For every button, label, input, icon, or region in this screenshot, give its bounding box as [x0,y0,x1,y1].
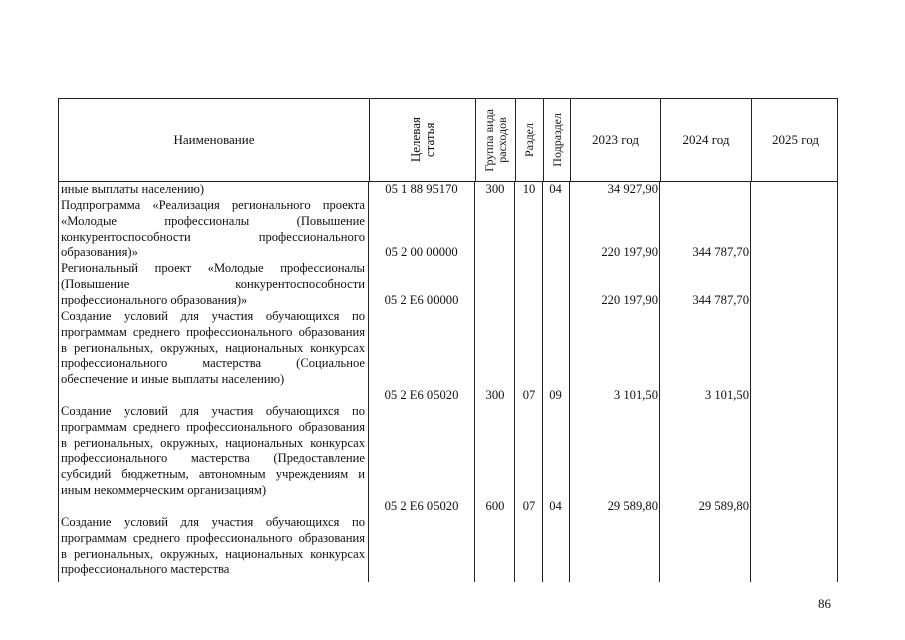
row-subsection: 04 [549,182,562,196]
row-name: Создание условий для участия обучающихся по программам среднего профессионального образования в региональных, окружных, национальных конкурсах профессионального мастерства (Предоставление субсидий бюджетным, автономным учреждениям и иным некоммерческим организациям) [61,404,365,497]
row-target-article: 05 2 00 00000 [385,245,458,259]
row-target-article: 05 2 E6 05020 [384,499,459,513]
column-divider [750,182,751,582]
column-divider [659,182,660,582]
row-subsection: 09 [549,388,562,402]
column-divider [474,182,475,582]
header-name-label: Наименование [173,132,255,147]
row-2023: 29 589,80 [607,499,658,513]
header-2023 [570,99,660,181]
row-target-article: 05 2 E6 00000 [384,293,459,307]
row-target-article: 05 1 88 95170 [385,182,458,196]
column-divider [58,182,59,582]
header-section [515,99,543,181]
row-2023: 220 197,90 [601,293,658,307]
header-2024-label: 2024 год [682,132,730,147]
table-header [58,98,838,182]
header-2023-label: 2023 год [592,132,639,147]
row-2024: 3 101,50 [704,388,749,402]
header-2024 [660,99,751,181]
page-number: 86 [818,596,831,611]
header-subsection-label: Подраздел [549,113,564,167]
row-section: 10 [522,182,536,196]
table-body [58,182,838,582]
header-expense-group [475,99,515,181]
row-2024: 344 787,70 [692,245,749,259]
row-name: Создание условий для участия обучающихся по программам среднего профессионального образования в региональных, окружных, национальных конкурсах профессионального мастерства [61,515,365,577]
row-target-article: 05 2 E6 05020 [384,388,459,402]
column-divider [368,182,369,582]
row-2023: 3 101,50 [613,388,658,402]
column-divider [837,182,838,582]
row-name: Подпрограмма «Реализация регионального проекта «Молодые профессионалы (Повышение конкурентоспособности профессионального образования)» [61,198,365,260]
row-section: 07 [522,499,536,513]
row-section: 07 [522,388,536,402]
row-name: иные выплаты населению) [61,182,205,196]
row-name: Региональный проект «Молодые профессионалы (Повышение конкурентоспособности профессионального образования)» [61,261,365,307]
column-divider [542,182,543,582]
row-2024: 29 589,80 [698,499,749,513]
column-divider [514,182,515,582]
column-divider [569,182,570,582]
header-2025 [751,99,839,181]
header-name [59,99,369,181]
header-2025-label: 2025 год [772,132,819,147]
header-target-article-label: Целевая статья [407,117,437,163]
row-name: Создание условий для участия обучающихся по программам среднего профессионального образования в региональных, окружных, национальных конкурсах профессионального мастерства (Социальное обеспечение и иные выплаты населению) [61,309,365,387]
header-target-article [369,99,475,181]
row-expense-group: 600 [485,499,505,513]
row-2023: 220 197,90 [601,245,658,259]
row-2023: 34 927,90 [607,182,658,196]
row-2024: 344 787,70 [692,293,749,307]
row-expense-group: 300 [485,388,505,402]
header-section-label: Раздел [522,123,536,157]
row-subsection: 04 [549,499,562,513]
header-subsection [543,99,570,181]
header-expense-group-label: Группа вида расходов [481,108,509,172]
row-expense-group: 300 [485,182,505,196]
